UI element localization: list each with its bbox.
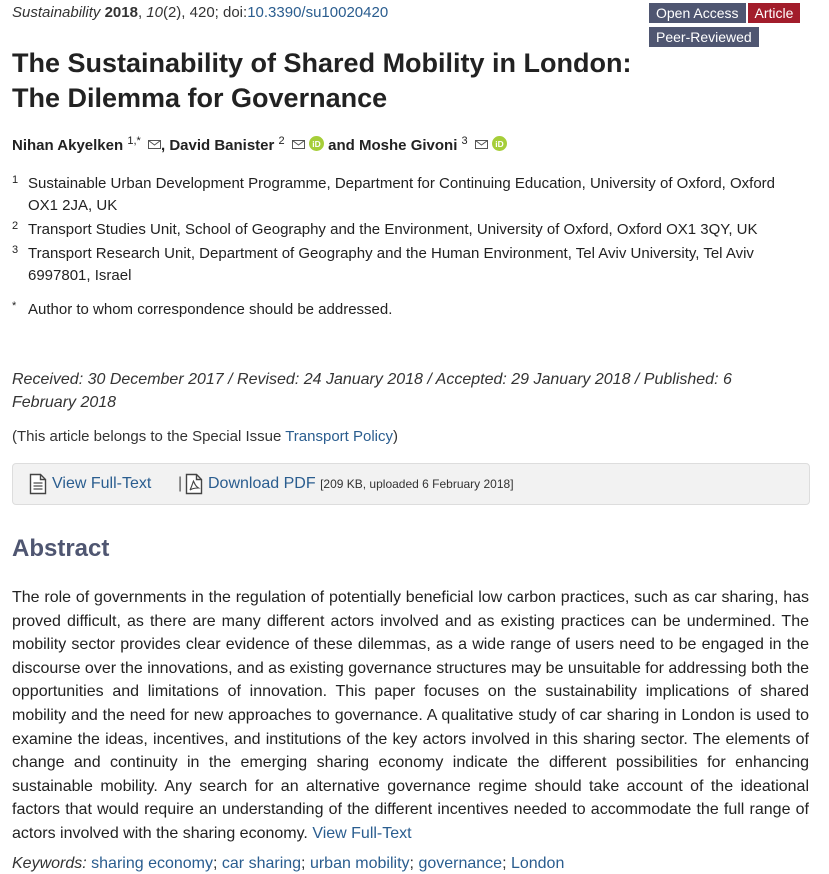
abstract-full-text-link[interactable]: View Full-Text <box>312 824 412 842</box>
affiliation-item <box>12 219 802 241</box>
email-icon[interactable] <box>148 140 161 149</box>
email-icon[interactable] <box>475 140 488 149</box>
affiliations <box>12 173 802 323</box>
svg-text:iD: iD <box>495 138 504 149</box>
correspondence-text: Author to whom correspondence should be addressed. <box>28 301 393 318</box>
keyword-link[interactable]: governance <box>418 855 503 872</box>
peer-reviewed-badge: Peer-Reviewed <box>649 27 759 47</box>
svg-text:iD: iD <box>312 138 321 149</box>
affiliation-text: Sustainable Urban Development Programme, Department for Continuing Education, University of Oxford, Oxford OX1 2JA, UK <box>28 175 776 214</box>
correspondence-mark: * <box>12 300 17 312</box>
article-type-badge: Article <box>748 3 801 23</box>
email-icon[interactable] <box>292 140 305 149</box>
keyword-link[interactable]: urban mobility <box>309 855 410 872</box>
keywords: Keywords: sharing economy; car sharing; urban mobility; governance; London <box>12 855 565 872</box>
pdf-file-info: [209 KB, uploaded 6 February 2018] <box>320 477 514 491</box>
author-name[interactable]: Nihan Akyelken <box>12 137 124 154</box>
author-affiliation-mark: 1,* <box>127 135 141 147</box>
author-name[interactable]: Moshe Givoni <box>359 137 458 154</box>
abstract-heading: Abstract <box>12 535 110 562</box>
citation-issue: (2), 420; doi: <box>162 4 248 21</box>
affiliation-number: 1 <box>12 174 19 186</box>
open-access-badge: Open Access <box>649 3 746 23</box>
view-full-text-link[interactable]: View Full-Text <box>52 475 152 492</box>
journal-name: Sustainability <box>12 4 101 21</box>
orcid-icon[interactable] <box>492 136 507 151</box>
affiliation-item <box>12 173 802 217</box>
download-toolbar <box>12 463 810 505</box>
author-name[interactable]: David Banister <box>169 137 275 154</box>
affiliation-text: Transport Studies Unit, School of Geography and the Environment, University of Oxford, Oxford OX1 3QY, UK <box>28 221 758 238</box>
document-icon <box>29 473 47 495</box>
correspondence-note <box>12 299 802 321</box>
abstract-text: The role of governments in the regulation of potentially beneficial low carbon practices, such as car sharing, has proved difficult, as there are many different actors involved and as existing practices can be undermined. The mobility sector provides clear evidence of these dilemmas, as a wide range of users need to be engaged in the discourse over the innovations, and as existing governance structures may be unsuitable for addressing both the opportunities and limitations of innovation. This paper focuses on the sustainability implications of shared mobility and the need for new approaches to governance. A qualitative study of car sharing in London is used to examine the ideas, incentives, and institutions of the key actors involved in this sharing sector. The elements of change and continuity in the emerging sharing economy indicate the different possibilities for enhancing sustainable mobility. Any search for an alternative governance regime should take account of the ideational factors that would require an understanding of the different incentives needed to accommodate the full range of actors involved with the sharing economy. <box>12 589 809 842</box>
special-issue-prefix: (This article belongs to the Special Issue <box>12 428 286 445</box>
publication-dates: Received: 30 December 2017 / Revised: 24 January 2018 / Accepted: 29 January 2018 / Published: 6 February 2018 <box>12 371 732 411</box>
pdf-icon <box>185 473 203 495</box>
keywords-label: Keywords: <box>12 855 87 872</box>
affiliation-number: 3 <box>12 244 19 256</box>
badges <box>649 3 809 51</box>
download-pdf-group <box>208 475 514 493</box>
doi-link[interactable]: 10.3390/su10020420 <box>247 4 389 21</box>
citation-line: Sustainability 2018, 10(2), 420; doi:10.3390/su10020420 <box>12 4 389 21</box>
abstract-body <box>12 586 809 846</box>
download-pdf-link[interactable]: Download PDF <box>208 475 316 492</box>
affiliation-text: Transport Research Unit, Department of Geography and the Human Environment, Tel Aviv University, Tel Aviv 6997801, Israel <box>28 245 754 284</box>
author-affiliation-mark: 3 <box>461 135 468 147</box>
affiliation-number: 2 <box>12 220 19 232</box>
author-separator: , <box>160 137 170 154</box>
author-affiliation-mark: 2 <box>278 135 285 147</box>
affiliation-item <box>12 243 802 287</box>
article-title: The Sustainability of Shared Mobility in London: The Dilemma for Governance <box>12 48 632 113</box>
special-issue-note <box>12 428 398 445</box>
keyword-link[interactable]: sharing economy <box>91 855 213 872</box>
author-list <box>12 135 507 154</box>
keyword-link[interactable]: car sharing <box>221 855 302 872</box>
citation-volume: 10 <box>146 4 163 21</box>
toolbar-separator: | <box>178 475 183 492</box>
orcid-icon[interactable] <box>309 136 324 151</box>
keyword-link[interactable]: London <box>510 855 565 872</box>
special-issue-suffix: ) <box>393 428 399 445</box>
author-separator: and <box>324 137 360 154</box>
special-issue-link[interactable]: Transport Policy <box>285 428 394 445</box>
citation-year: 2018 <box>104 4 138 21</box>
